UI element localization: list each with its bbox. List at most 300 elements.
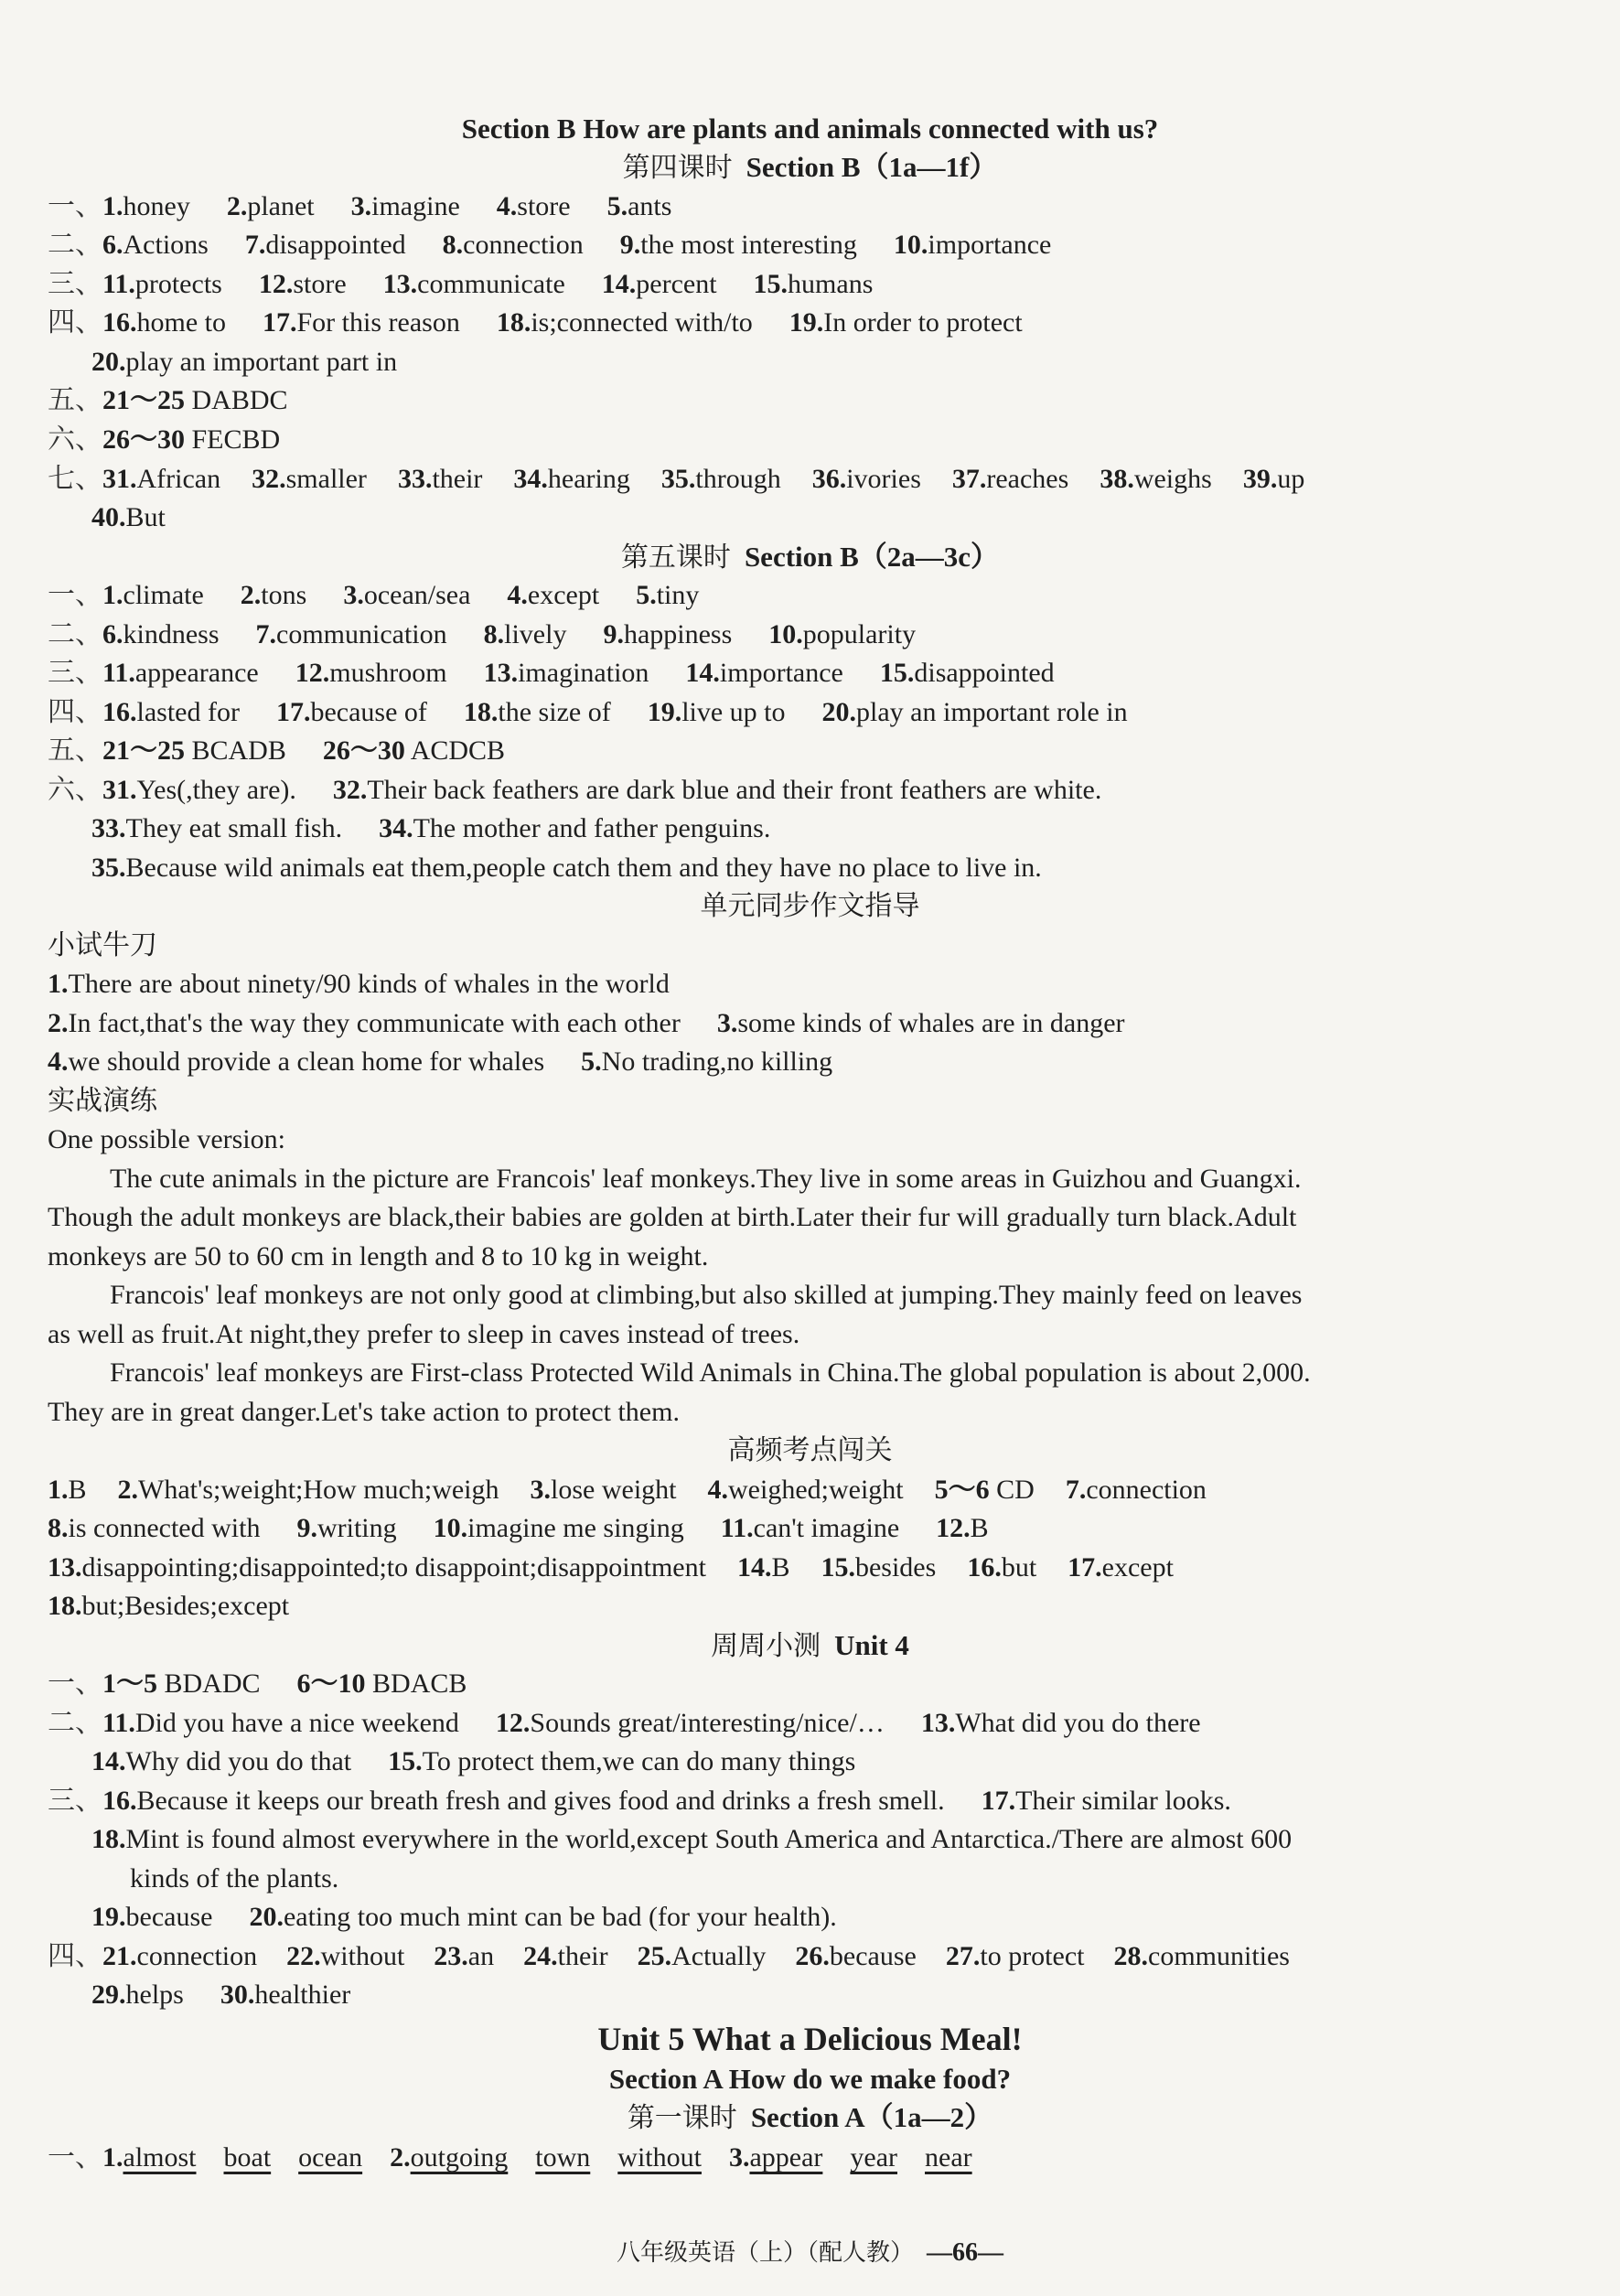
essay-line: Francois' leaf monkeys are First-class Protected Wild Animals in China.The global population is about 2,000. (110, 1357, 1311, 1388)
answer-item (822, 693, 1128, 732)
answer-text: their (432, 464, 483, 494)
answer-text: Actually (671, 1941, 767, 1971)
answer-item (1066, 1471, 1207, 1509)
answer-text: tiny (656, 580, 700, 610)
answer-item (921, 1704, 1201, 1743)
answer-text: climate (123, 580, 204, 610)
question-number: 18. (496, 307, 531, 338)
question-group-mark: 三、 (48, 657, 102, 689)
answer-item (220, 1976, 350, 2014)
question-number: 4. (507, 580, 528, 610)
essay-line: monkeys are 50 to 60 cm in length and 8 to 10 kg in weight. (48, 1241, 709, 1271)
answer-text: BDACB (365, 1668, 467, 1699)
answer-row (91, 810, 1547, 848)
answer-row (48, 1704, 1547, 1743)
answer-item (256, 616, 447, 654)
answer-text: without (320, 1941, 405, 1971)
answer-text: weighed;weight (728, 1475, 904, 1505)
question-number: 32. (252, 464, 286, 494)
answer-item (484, 654, 649, 692)
answer-item (717, 1004, 1125, 1043)
answer-row (48, 226, 1547, 264)
answer-row (48, 460, 1547, 499)
question-number: 19. (789, 307, 824, 338)
answer-text: connection (1086, 1475, 1207, 1505)
answer-item (249, 1898, 836, 1937)
answer-text: can't imagine (753, 1513, 900, 1543)
answer-text: lose weight (551, 1475, 677, 1505)
question-number: 13. (483, 658, 519, 688)
question-number: 3. (350, 191, 372, 221)
answer-item (531, 1471, 677, 1509)
answer-item (48, 1549, 706, 1587)
question-number: 2. (117, 1475, 139, 1505)
answer-text: besides (854, 1552, 937, 1583)
answer-text: In fact,that's the way they communicate with each other (68, 1008, 681, 1038)
question-group-mark: 一、 (48, 190, 102, 222)
question-number: 37. (951, 464, 987, 494)
answer-text: play an important part in (125, 347, 398, 377)
question-number: 6. (102, 230, 123, 260)
question-group-mark: 三、 (48, 268, 102, 300)
answer-text: ivories (846, 464, 921, 494)
question-number: 39. (1242, 464, 1278, 494)
answer-item (295, 654, 447, 692)
answer-text: For this reason (296, 307, 460, 338)
answer-item (102, 304, 226, 342)
question-number: 15. (753, 269, 789, 299)
answer-text: Why did you do that (125, 1746, 352, 1776)
answer-text: disappointed (914, 658, 1055, 688)
question-number: 20. (249, 1902, 284, 1932)
question-number: 5. (606, 191, 628, 221)
answer-text: Sounds great/interesting/nice/… (530, 1708, 885, 1738)
question-number: 24. (523, 1941, 558, 1971)
answer-item (795, 1937, 916, 1976)
answer-text: writing (316, 1513, 397, 1543)
answer-text: ACDCB (404, 735, 506, 766)
essay-line: The cute animals in the picture are Francois' leaf monkeys.They live in some areas in Guizhou and Guangxi. (110, 1164, 1302, 1194)
answer-text: smaller (285, 464, 367, 494)
writing-heading: 单元同步作文指导 (700, 890, 920, 922)
question-number: 11. (102, 1708, 135, 1738)
question-number: 16. (102, 1786, 137, 1816)
answer-item (227, 188, 315, 226)
question-number: 33. (91, 813, 126, 843)
answer-row (91, 343, 1547, 381)
question-number: 14. (736, 1552, 772, 1583)
question-number: 29. (91, 1979, 126, 2010)
question-number: 1. (48, 1475, 69, 1505)
answer-text: because of (310, 697, 427, 727)
question-number: 3. (343, 580, 364, 610)
answer-text: but;Besides;except (81, 1591, 290, 1621)
question-number: 9. (296, 1513, 317, 1543)
answer-item (880, 654, 1055, 692)
answer-item (48, 1043, 544, 1081)
essay-line: Though the adult monkeys are black,their babies are golden at birth.Later their fur will gradually turn black.Adult (48, 1202, 1297, 1232)
page-footer (0, 2234, 1620, 2268)
question-group-mark: 六、 (48, 774, 102, 806)
question-number: 11. (102, 658, 135, 688)
answer-item (252, 460, 367, 499)
question-number: 3. (530, 1475, 552, 1505)
answer-item (982, 1782, 1231, 1820)
answer-row (48, 1937, 1547, 1976)
answer-text: imagine me singing (467, 1513, 684, 1543)
answer-item (620, 226, 857, 264)
answer-item (102, 654, 259, 692)
answer-text: In order to protect (823, 307, 1023, 338)
answer-item (91, 810, 342, 848)
question-number: 17. (263, 307, 297, 338)
answer-text: healthier (254, 1979, 351, 2010)
answer-text: reaches (986, 464, 1069, 494)
answer-row (48, 732, 1547, 770)
answer-text: but (1001, 1552, 1037, 1583)
answer-item (661, 460, 781, 499)
question-number: 22. (286, 1941, 321, 1971)
answer-text: their (557, 1941, 608, 1971)
answer-text: up (1277, 464, 1305, 494)
question-number: 16. (102, 307, 137, 338)
answer-item (607, 188, 672, 226)
question-group-mark: 七、 (48, 463, 102, 495)
answer-row (91, 499, 1547, 537)
section-title: Section B How are plants and animals connected with us? (461, 113, 1159, 145)
answer-text: some kinds of whales are in danger (737, 1008, 1125, 1038)
answer-text: imagination (518, 658, 649, 688)
weekly-heading: 周周小测 Unit 4 (711, 1629, 909, 1662)
answer-item (91, 343, 397, 381)
answer-item (102, 1937, 257, 1976)
lesson-heading: 第一课时 Section A（1a—2） (627, 2101, 993, 2134)
question-number: 12. (936, 1513, 971, 1543)
question-number: 4. (496, 191, 518, 221)
question-number: 5. (581, 1046, 602, 1077)
answer-item (497, 304, 753, 342)
answer-row (48, 771, 1547, 810)
answer-row (48, 1043, 1547, 1081)
lesson-heading: 第四课时 Section B（1a—1f） (622, 151, 998, 184)
answer-text: kindness (123, 619, 220, 649)
answer-item (102, 1665, 261, 1703)
answer-text: lively (504, 619, 567, 649)
answer-item (507, 576, 599, 615)
answer-item (434, 1937, 494, 1976)
answer-item (91, 1743, 351, 1781)
answer-item (48, 1471, 87, 1509)
answer-item (297, 1665, 467, 1703)
answer-item (91, 499, 166, 537)
question-number: 4. (48, 1046, 69, 1077)
answer-row (48, 1549, 1547, 1587)
answer-text: CD (989, 1475, 1035, 1505)
answer-item (91, 849, 1042, 887)
answer-text: the most interesting (640, 230, 857, 260)
answer-item (603, 616, 732, 654)
question-number: 6～10 (296, 1668, 366, 1699)
answer-text: mushroom (329, 658, 447, 688)
question-number: 13. (48, 1552, 82, 1583)
answer-text: through (695, 464, 781, 494)
question-number: 35. (91, 853, 126, 883)
answer-text: we should provide a clean home for whales (68, 1046, 545, 1077)
question-group-mark: 五、 (48, 735, 102, 767)
question-number: 2. (240, 580, 262, 610)
answer-row (48, 654, 1547, 692)
answer-text: helps (125, 1979, 184, 2010)
answer-text: because (125, 1902, 213, 1932)
answer-text: because (829, 1941, 917, 1971)
answer-text: home to (136, 307, 226, 338)
answer-row (91, 1898, 1547, 1937)
question-number: 9. (619, 230, 641, 260)
answer-item (48, 1587, 289, 1625)
question-number: 26. (795, 1941, 830, 1971)
question-number: 19. (91, 1902, 126, 1932)
answer-item (1100, 460, 1212, 499)
question-number: 16. (102, 697, 137, 727)
answer-text: To protect them,we can do many things (422, 1746, 856, 1776)
answer-item (91, 1820, 1292, 1859)
answer-item (967, 1549, 1036, 1587)
answer-item (102, 226, 209, 264)
answer-text: tons (261, 580, 307, 610)
question-number: 38. (1100, 464, 1134, 494)
answer-row (48, 616, 1547, 654)
answer-text: is;connected with/to (531, 307, 753, 338)
answer-text: is connected with (68, 1513, 261, 1543)
answer-item (497, 188, 571, 226)
answer-text: ocean/sea (363, 580, 471, 610)
answer-item (102, 265, 222, 304)
question-number: 15. (879, 658, 915, 688)
answer-text: Yes(,they are). (136, 775, 296, 805)
question-number: 16. (967, 1552, 1002, 1583)
answer-item (821, 1549, 936, 1587)
gaopin-heading: 高频考点闯关 (727, 1434, 893, 1466)
answer-text: an (467, 1941, 495, 1971)
answer-text: B (771, 1552, 790, 1583)
answer-text: DABDC (185, 385, 288, 415)
answer-text: humans (788, 269, 874, 299)
answer-item (48, 1509, 260, 1548)
question-number: 12. (495, 1708, 531, 1738)
answer-item (1243, 460, 1305, 499)
answer-continuation: kinds of the plants. (130, 1863, 339, 1894)
answer-text: communication (276, 619, 447, 649)
question-number: 32. (332, 775, 368, 805)
answer-item (102, 732, 286, 770)
answer-text: the size of (498, 697, 611, 727)
answer-item (443, 226, 584, 264)
question-number: 11. (720, 1513, 754, 1543)
answer-item (351, 188, 460, 226)
answer-item (581, 1043, 832, 1081)
question-number: 20. (821, 697, 857, 727)
essay-line: Francois' leaf monkeys are not only good at climbing,but also skilled at jumping.They mainly feed on leaves (110, 1280, 1303, 1310)
question-number: 20. (91, 347, 126, 377)
question-number: 8. (48, 1513, 69, 1543)
question-group-mark: 三、 (48, 1785, 102, 1817)
answer-text: live up to (681, 697, 786, 727)
question-number: 33. (397, 464, 433, 494)
answer-item (721, 1509, 899, 1548)
answer-row (48, 188, 1547, 226)
question-number: 3. (716, 1008, 738, 1038)
question-number: 2. (48, 1008, 69, 1038)
question-group-mark: 四、 (48, 1940, 102, 1972)
answer-item (91, 1976, 184, 2014)
answer-text: BDADC (157, 1668, 261, 1699)
answer-row (48, 1004, 1547, 1043)
question-group-mark: 二、 (48, 229, 102, 261)
answer-item (102, 460, 220, 499)
answer-item (241, 576, 307, 615)
question-number: 26～30 (322, 735, 405, 766)
question-group-mark: 二、 (48, 618, 102, 650)
question-number: 9. (603, 619, 624, 649)
answer-item (737, 1549, 790, 1587)
answer-row (91, 849, 1547, 887)
question-number: 5. (636, 580, 657, 610)
answer-item (484, 616, 567, 654)
question-number: 18. (463, 697, 499, 727)
answer-text: They eat small fish. (125, 813, 343, 843)
answer-item (754, 265, 874, 304)
answer-row (48, 304, 1547, 342)
answer-text: store (517, 191, 571, 221)
answer-item (464, 693, 611, 732)
answer-item (383, 265, 565, 304)
answer-item (102, 421, 280, 459)
question-number: 34. (379, 813, 413, 843)
question-number: 21～25 (102, 735, 185, 766)
answer-text: except (527, 580, 600, 610)
question-number: 13. (382, 269, 418, 299)
answer-item (936, 1509, 989, 1548)
answer-row (48, 421, 1547, 459)
answer-item (388, 1743, 855, 1781)
question-number: 2. (226, 191, 248, 221)
answer-item (789, 304, 1023, 342)
answer-text: imagine (371, 191, 460, 221)
unit-section: Section A How do we make food? (608, 2063, 1012, 2095)
answer-row-phonics: 一、1.almost boat ocean 2.outgoing town without 3.appear year near (48, 2141, 972, 2173)
answer-text: Because it keeps our breath fresh and gives food and drinks a fresh smell. (136, 1786, 945, 1816)
answer-item (379, 810, 770, 848)
question-number: 5～6 (934, 1475, 990, 1505)
answer-item (245, 226, 406, 264)
question-number: 8. (442, 230, 464, 260)
answer-text: popularity (802, 619, 917, 649)
answer-text: What's;weight;How much;weigh (138, 1475, 499, 1505)
question-number: 31. (102, 464, 137, 494)
answer-text: honey (123, 191, 190, 221)
question-number: 23. (434, 1941, 468, 1971)
answer-text: Because wild animals eat them,people catch them and they have no place to live in. (125, 853, 1042, 883)
answer-item (333, 771, 1101, 810)
answer-text: store (293, 269, 347, 299)
answer-item (48, 1004, 681, 1043)
question-number: 10. (768, 619, 803, 649)
answer-text: African (136, 464, 221, 494)
unit-title: Unit 5 What a Delicious Meal! (597, 2021, 1023, 2057)
answer-item (946, 1937, 1085, 1976)
answer-row (91, 1820, 1547, 1859)
answer-text: B (68, 1475, 87, 1505)
answer-text: FECBD (185, 424, 281, 455)
answer-text: disappointing;disappointed;to disappoint;disappointment (81, 1552, 706, 1583)
question-number: 28. (1113, 1941, 1148, 1971)
answer-text: Their back feathers are dark blue and their front feathers are white. (367, 775, 1102, 805)
answer-item (894, 226, 1051, 264)
answer-item (952, 460, 1068, 499)
question-number: 14. (685, 658, 720, 688)
question-number: 25. (637, 1941, 672, 1971)
answer-item (102, 576, 204, 615)
answer-text: appearance (134, 658, 259, 688)
question-number: 10. (893, 230, 928, 260)
answer-text: importance (928, 230, 1052, 260)
lesson-heading: 第五课时 Section B（2a—3c） (620, 541, 1000, 574)
answer-row (48, 693, 1547, 732)
answer-row (48, 576, 1547, 615)
question-number: 1. (48, 969, 69, 999)
question-number: 1. (102, 580, 123, 610)
answer-text: ants (628, 191, 672, 221)
answer-text: to protect (980, 1941, 1085, 1971)
answer-text: planet (247, 191, 315, 221)
answer-text: lasted for (136, 697, 240, 727)
answer-text: percent (636, 269, 717, 299)
question-number: 40. (91, 502, 126, 532)
question-number: 7. (255, 619, 276, 649)
question-number: 12. (295, 658, 330, 688)
answer-item (102, 616, 220, 654)
answer-row (48, 1587, 1547, 1625)
question-number: 21. (102, 1941, 137, 1971)
answer-row (48, 1509, 1547, 1548)
question-number: 1～5 (102, 1668, 157, 1699)
answer-item (708, 1471, 904, 1509)
answer-item (398, 460, 482, 499)
answer-text: BCADB (185, 735, 286, 766)
answer-item (1067, 1549, 1174, 1587)
practice-label: 实战演练 (48, 1085, 157, 1117)
question-number: 15. (821, 1552, 855, 1583)
answer-row (48, 1471, 1547, 1509)
question-number: 6. (102, 619, 123, 649)
answer-item (638, 1937, 767, 1976)
answer-item (102, 188, 190, 226)
question-number: 7. (1065, 1475, 1087, 1505)
answer-text: But (125, 502, 166, 532)
answer-text: except (1101, 1552, 1174, 1583)
question-number: 27. (945, 1941, 981, 1971)
answer-item (118, 1471, 499, 1509)
answer-text: No trading,no killing (601, 1046, 833, 1077)
answer-item (1114, 1937, 1290, 1976)
answer-text: importance (719, 658, 843, 688)
answer-text: connection (463, 230, 584, 260)
question-number: 19. (647, 697, 682, 727)
answer-row (48, 1782, 1547, 1820)
answer-item (263, 304, 460, 342)
answer-row (48, 381, 1547, 420)
answer-item (286, 1937, 404, 1976)
